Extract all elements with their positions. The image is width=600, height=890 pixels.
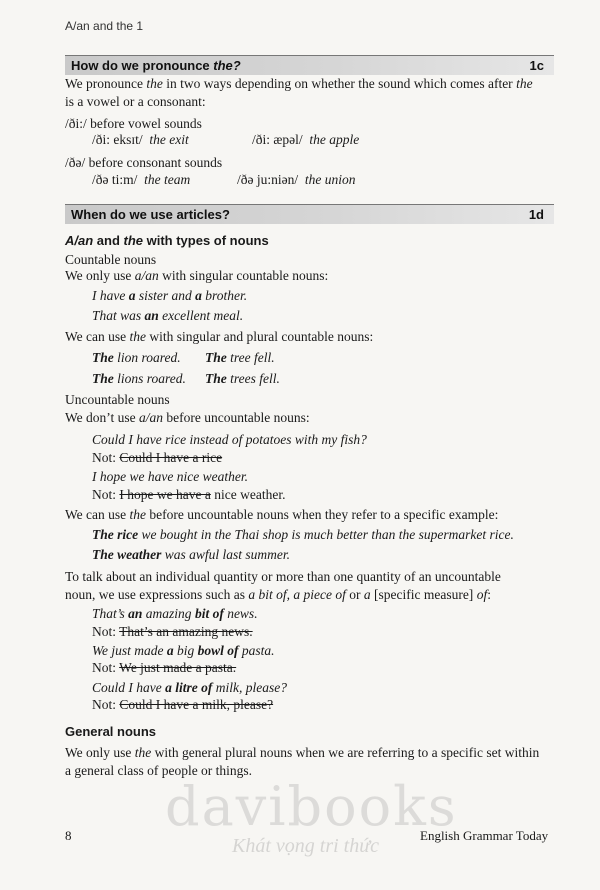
vowel-example-1: /ði: eksɪt/ the exit bbox=[92, 132, 189, 147]
subhead-types-of-nouns: A/an and the with types of nouns bbox=[65, 233, 269, 248]
countable-label: Countable nouns bbox=[65, 252, 157, 267]
example-milk: Could I have a litre of milk, please? bbox=[92, 680, 287, 695]
example-weather: I hope we have nice weather. bbox=[92, 469, 248, 484]
intro-line-2: is a vowel or a consonant: bbox=[65, 94, 206, 109]
vowel-example-2: /ði: æpəl/ the apple bbox=[252, 132, 360, 147]
countable-rule: We only use a/an with singular countable nouns: bbox=[65, 268, 329, 283]
consonant-example-2: /ðə ju:niən/ the union bbox=[237, 172, 356, 187]
section-1c-number: 1c bbox=[529, 58, 544, 73]
example-pasta-not: Not: We just made a pasta. bbox=[92, 660, 237, 675]
section-1c-title: How do we pronounce the? bbox=[71, 58, 241, 73]
general-line-2: a general class of people or things. bbox=[65, 763, 253, 778]
example-lions: The lions roared. bbox=[92, 371, 186, 386]
book-title: English Grammar Today bbox=[420, 828, 549, 843]
specific-rule: We can use the before uncountable nouns when they refer to a specific example: bbox=[65, 507, 499, 522]
example-news-not: Not: That’s an amazing news. bbox=[92, 624, 253, 639]
example-rice: Could I have rice instead of potatoes with my fish? bbox=[92, 432, 367, 447]
quantity-line-1: To talk about an individual quantity or more than one quantity of an uncountable bbox=[65, 569, 501, 584]
intro-line-1: We pronounce the in two ways depending on whether the sound which comes after the bbox=[65, 76, 533, 91]
section-1d-number: 1d bbox=[528, 207, 544, 222]
example-tree: The tree fell. bbox=[205, 350, 275, 365]
page-number: 8 bbox=[65, 828, 72, 843]
example-trees: The trees fell. bbox=[205, 371, 280, 386]
section-1c-header bbox=[65, 55, 554, 75]
example-meal: That was an excellent meal. bbox=[92, 308, 244, 323]
the-rule: We can use the with singular and plural countable nouns: bbox=[65, 329, 374, 344]
vowel-label: /ði:/ before vowel sounds bbox=[65, 116, 202, 131]
example-milk-not: Not: Could I have a milk, please? bbox=[92, 697, 274, 712]
running-head: A/an and the 1 bbox=[65, 19, 144, 33]
example-sister: I have a sister and a brother. bbox=[92, 288, 248, 303]
watermark-tagline: Khát vọng tri thức bbox=[232, 835, 380, 857]
example-news: That’s an amazing bit of news. bbox=[92, 606, 258, 621]
consonant-label: /ðə/ before consonant sounds bbox=[65, 155, 223, 170]
section-1d-title: When do we use articles? bbox=[71, 207, 230, 222]
example-lion: The lion roared. bbox=[92, 350, 181, 365]
example-pasta: We just made a big bowl of pasta. bbox=[92, 643, 275, 658]
example-weather-specific: The weather was awful last summer. bbox=[92, 547, 291, 562]
example-rice-specific: The rice we bought in the Thai shop is much better than the supermarket rice. bbox=[92, 527, 514, 542]
watermark-brand: davibooks bbox=[165, 775, 458, 838]
general-line-1: We only use the with general plural nouns when we are referring to a specific set within bbox=[65, 745, 540, 760]
quantity-line-2: noun, we use expressions such as a bit of, a piece of or a [specific measure] of: bbox=[65, 587, 491, 602]
example-rice-not: Not: Could I have a rice bbox=[92, 450, 223, 465]
section-1d-header bbox=[65, 204, 554, 224]
consonant-example-1: /ðə ti:m/ the team bbox=[92, 172, 191, 187]
subhead-general-nouns: General nouns bbox=[65, 724, 157, 739]
uncountable-label: Uncountable nouns bbox=[65, 392, 170, 407]
example-weather-not: Not: I hope we have a nice weather. bbox=[92, 487, 286, 502]
uncountable-rule: We don’t use a/an before uncountable nouns: bbox=[65, 410, 310, 425]
